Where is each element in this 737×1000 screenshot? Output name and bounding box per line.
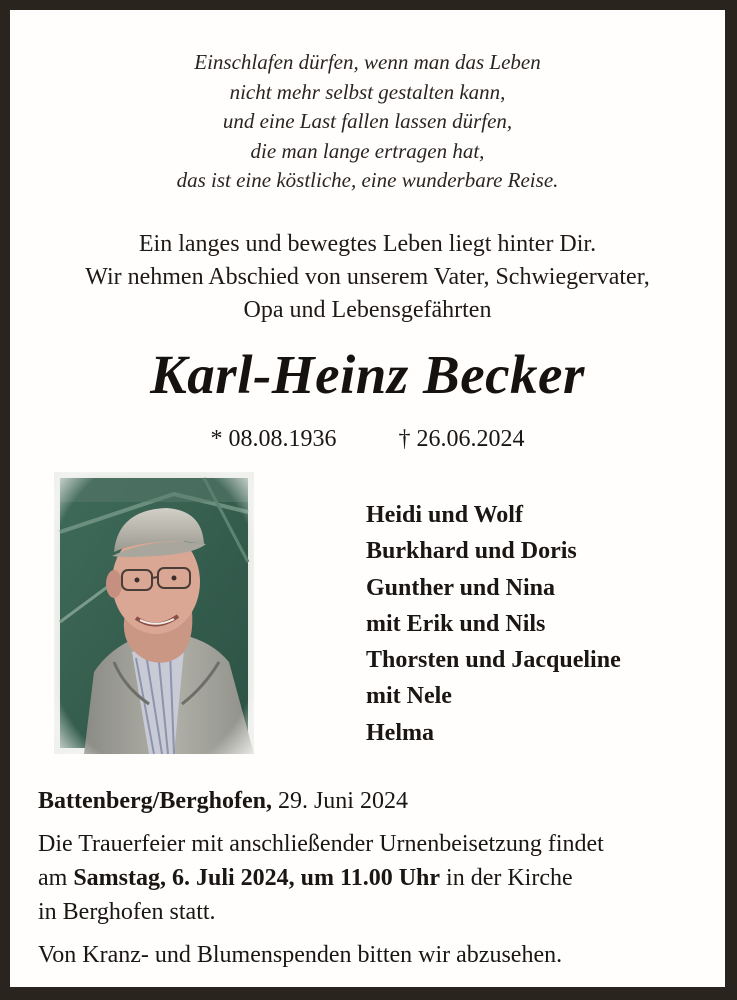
birth-date: * 08.08.1936 — [210, 426, 337, 452]
mourner-entry: Helma — [366, 719, 434, 746]
obituary-notice — [10, 10, 725, 987]
poem — [10, 48, 725, 196]
poem-line: nicht mehr selbst gestalten kann, — [229, 79, 506, 104]
ceremony-line-2 — [38, 861, 718, 895]
intro-line: Opa und Lebensgefährten — [243, 297, 492, 323]
closing-note: Von Kranz- und Blumenspenden bitten wir abzusehen. — [38, 942, 563, 968]
notice-date: 29. Juni 2024 — [277, 788, 408, 814]
mourner-entry: Thorsten und Jacqueline — [366, 647, 621, 674]
intro-line: Wir nehmen Abschied von unserem Vater, Schwiegervater, — [85, 264, 650, 290]
mourner-entry: mit Nele — [366, 683, 452, 710]
mourner-entry: mit Erik und Nils — [366, 610, 546, 637]
mourner-entry: Heidi und Wolf — [366, 502, 523, 528]
ceremony-datetime: Samstag, 6. Juli 2024, um 11.00 Uhr — [73, 865, 441, 891]
deceased-name: Karl-Heinz Becker — [150, 344, 585, 405]
ceremony-prefix: am — [38, 865, 68, 891]
ceremony-suffix: in der Kirche — [446, 865, 573, 891]
place: Battenberg/Berghofen, — [38, 788, 272, 814]
mourners-list — [366, 497, 621, 751]
poem-line: das ist eine köstliche, eine wunderbare Reise. — [176, 168, 559, 192]
intro-text — [10, 228, 725, 327]
mourner-entry: Burkhard und Doris — [366, 538, 577, 565]
funeral-details — [38, 784, 718, 972]
intro-line: Ein langes und bewegtes Leben liegt hinter Dir. — [138, 231, 597, 257]
poem-line: Einschlafen dürfen, wenn man das Leben — [194, 50, 541, 74]
place-date-line — [38, 784, 718, 818]
mourner-entry: Gunther und Nina — [366, 574, 555, 601]
ceremony-line-1: Die Trauerfeier mit anschließender Urnenbeisetzung findet — [38, 831, 604, 857]
life-dates — [10, 422, 725, 456]
ceremony-line-3: in Berghofen statt. — [38, 899, 216, 925]
poem-line: die man lange ertragen hat, — [250, 138, 485, 163]
poem-line: und eine Last fallen lassen dürfen, — [222, 109, 513, 133]
death-date: † 26.06.2024 — [398, 426, 525, 452]
portrait-photo — [54, 472, 254, 754]
